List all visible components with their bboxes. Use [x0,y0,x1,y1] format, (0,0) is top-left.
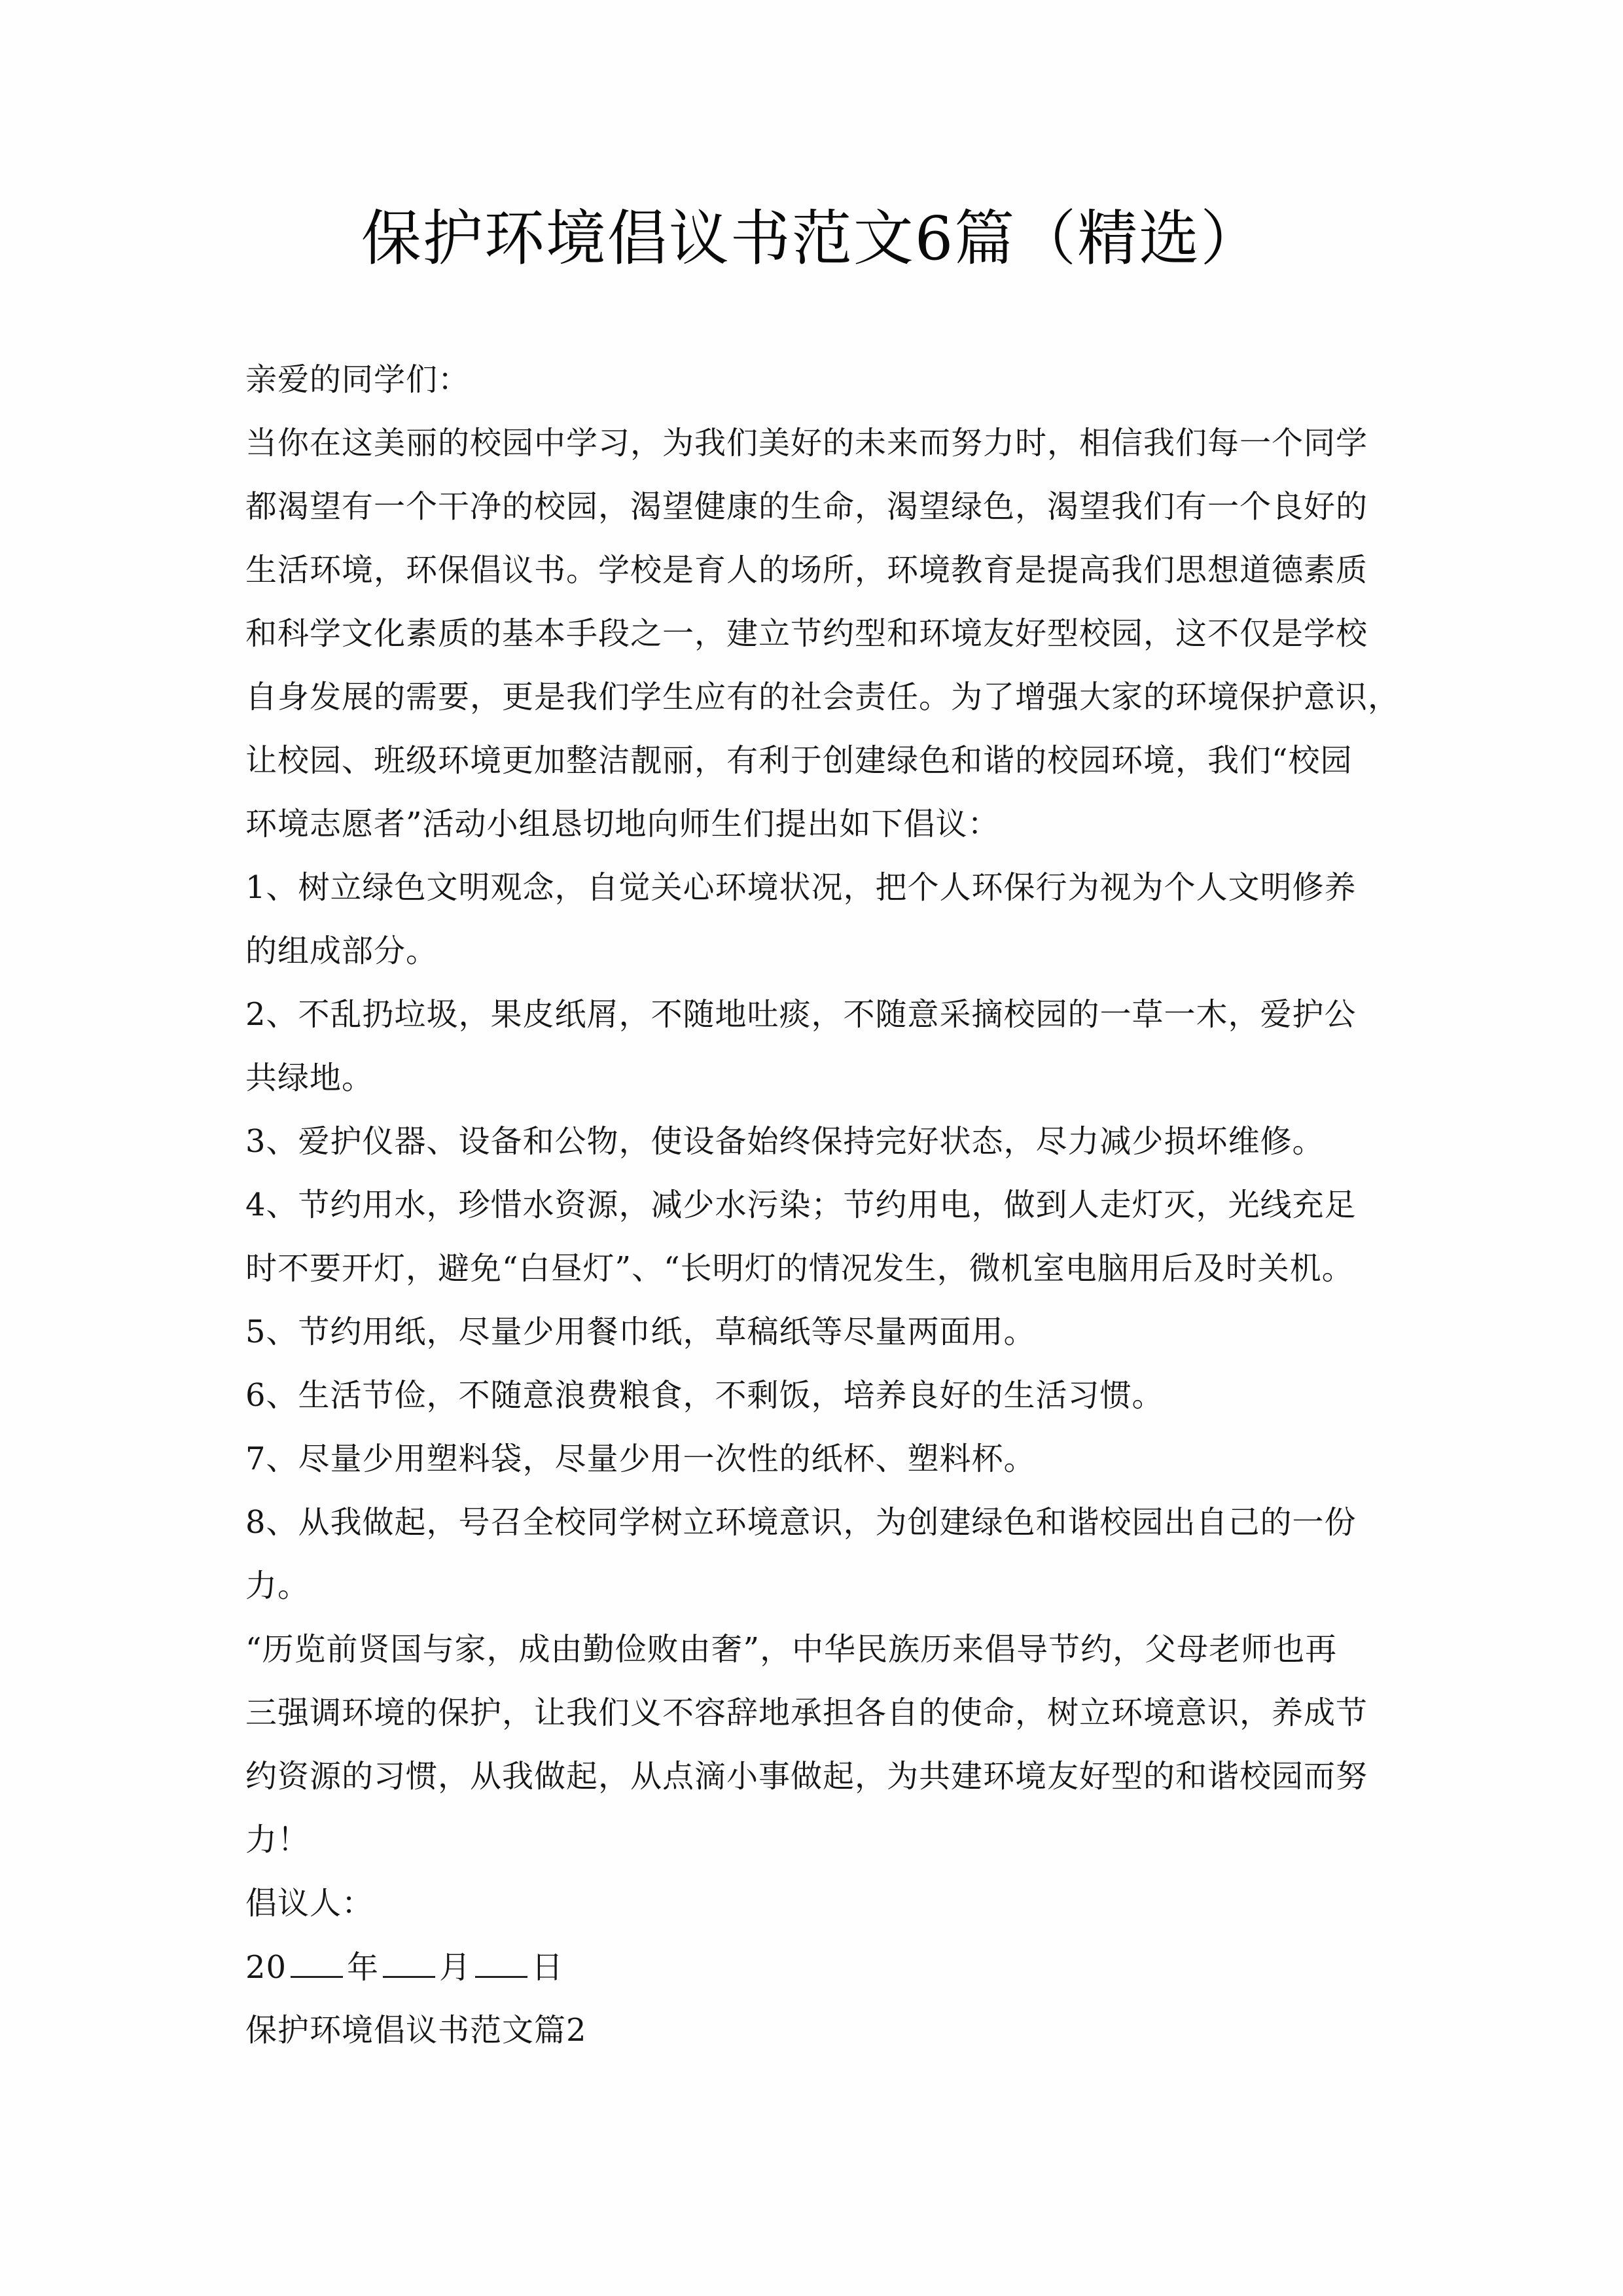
proposal-item-7: 7、尽量少用塑料袋，尽量少用一次性的纸杯、塑料杯。 [245,1441,1036,1477]
next-section-heading: 保护环境倡议书范文篇2 [245,2012,587,2049]
proposal-item-2-cont: 共绿地。 [245,1060,374,1096]
proposal-item-1: 1、树立绿色文明观念，自觉关心环境状况，把个人环保行为视为个人文明修养 [245,869,1357,906]
paragraph-line: 都渴望有一个干净的校园，渴望健康的生命，渴望绿色，渴望我们有一个良好的 [245,488,1368,525]
day-label: 日 [531,1949,564,1986]
proposal-item-3: 3、爱护仪器、设备和公物，使设备始终保持完好状态，尽力减少损坏维修。 [245,1123,1325,1160]
month-label: 月 [439,1949,472,1986]
document-body [245,360,1400,2074]
year-label: 年 [347,1949,380,1986]
paragraph-line: 生活环境，环保倡议书。学校是育人的场所，环境教育是提高我们思想道德素质 [245,552,1368,588]
date-line [245,1947,1397,2011]
date-year-prefix: 20 [245,1949,287,1986]
day-blank [475,1947,527,1978]
salutation: 亲爱的同学们： [245,361,471,398]
signer-label: 倡议人： [245,1885,374,1922]
proposal-item-5: 5、节约用纸，尽量少用餐巾纸，草稿纸等尽量两面用。 [245,1314,1036,1350]
month-blank [383,1947,435,1978]
proposal-item-8-cont: 力。 [245,1568,310,1604]
paragraph-line: 环境志愿者”活动小组恳切地向师生们提出如下倡议： [245,806,1000,842]
year-blank [291,1947,343,1978]
proposal-item-4-cont: 时不要开灯，避免“白昼灯”、“长明灯的情况发生，微机室电脑用后及时关机。 [245,1250,1354,1287]
proposal-item-4: 4、节约用水，珍惜水资源，减少水污染；节约用电，做到人走灯灭，光线充足 [245,1187,1357,1223]
proposal-item-1-cont: 的组成部分。 [245,933,438,969]
paragraph-line: 让校园、班级环境更加整洁靓丽，有利于创建绿色和谐的校园环境，我们“校园 [245,742,1353,779]
closing-line: 三强调环境的保护，让我们义不容辞地承担各自的使命，树立环境意识，养成节 [245,1695,1368,1731]
proposal-item-8: 8、从我做起，号召全校同学树立环境意识，为创建绿色和谐校园出自己的一份 [245,1504,1357,1541]
closing-line: 约资源的习惯，从我做起，从点滴小事做起，为共建环境友好型的和谐校园而努 [245,1758,1368,1795]
document-title: 保护环境倡议书范文6篇（精选） [361,204,1262,274]
paragraph-line: 自身发展的需要，更是我们学生应有的社会责任。为了增强大家的环境保护意识， [245,679,1400,715]
paragraph-line: 和科学文化素质的基本手段之一，建立节约型和环境友好型校园，这不仅是学校 [245,615,1368,652]
proposal-item-2: 2、不乱扔垃圾，果皮纸屑，不随地吐痰，不随意采摘校园的一草一木，爱护公 [245,996,1357,1033]
proposal-item-6: 6、生活节俭，不随意浪费粮食，不剩饭，培养良好的生活习惯。 [245,1377,1164,1414]
paragraph-line: 当你在这美丽的校园中学习，为我们美好的未来而努力时，相信我们每一个同学 [245,425,1368,461]
closing-line: “历览前贤国与家，成由勤俭败由奢”，中华民族历来倡导节约，父母老师也再 [245,1631,1338,1668]
closing-line: 力！ [245,1821,310,1858]
